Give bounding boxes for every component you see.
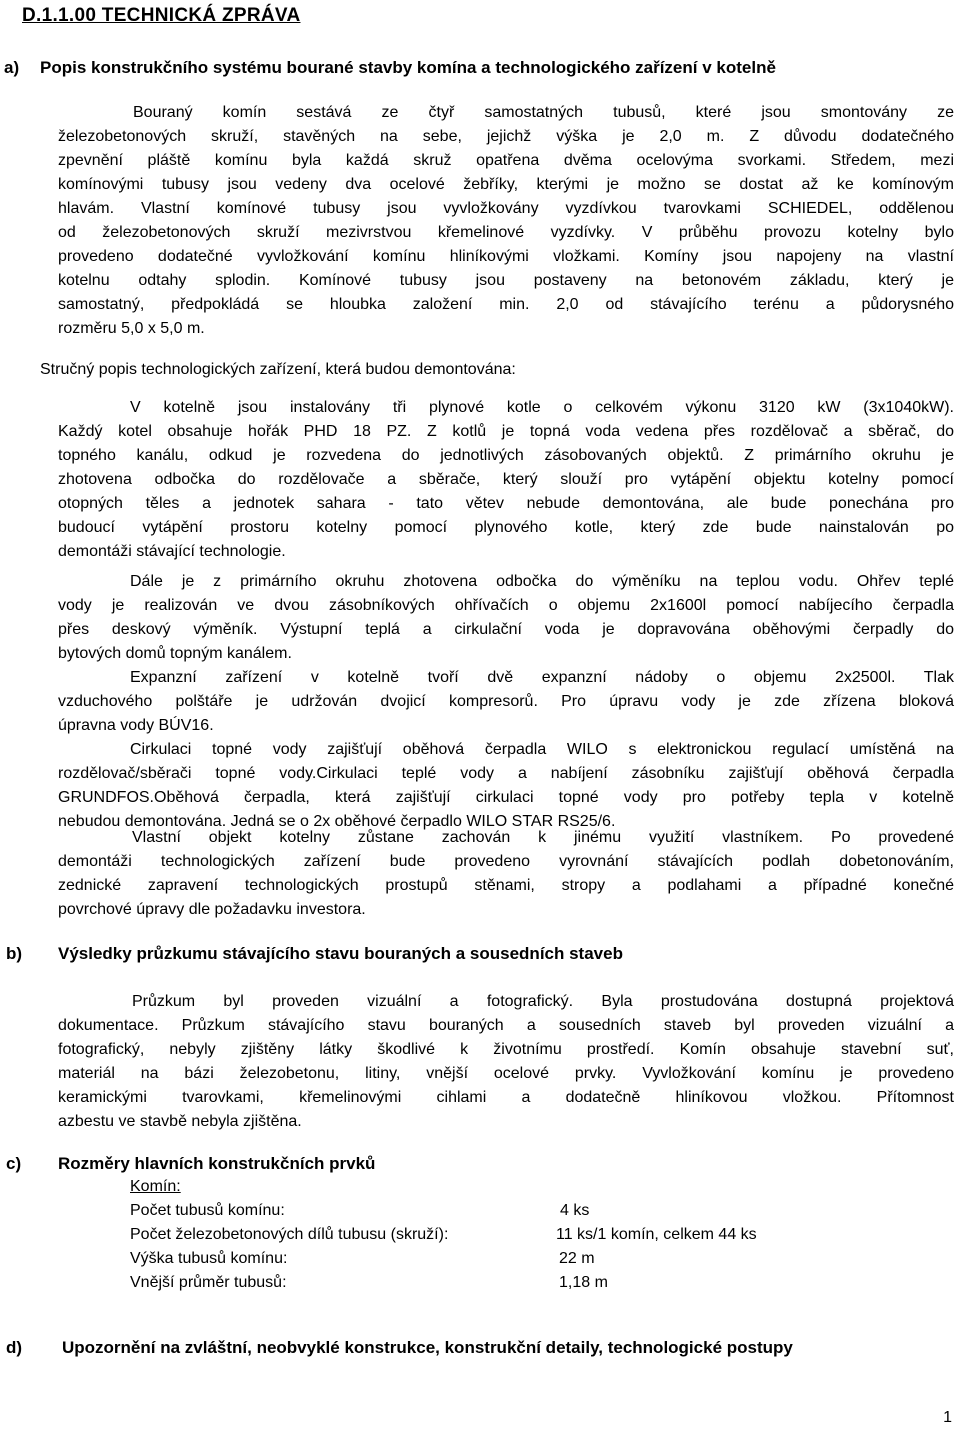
section-a-paragraph-2 xyxy=(58,396,954,564)
row-label: Výška tubusů komínu: xyxy=(130,1250,288,1267)
text-line: od železobetonových skruží mezivrstvou křemelinové vyzdívky. V průběhu provozu kotelny bylo xyxy=(58,224,954,241)
text-line: keramickými tvarovkami, křemelinovými cihlami a dodatečně hliníkovou vložkou. Přítomnost xyxy=(58,1089,954,1106)
row-value: 4 ks xyxy=(560,1202,590,1219)
chimney-subheading: Komín: xyxy=(130,1178,181,1195)
section-c-title: Rozměry hlavních konstrukčních prvků xyxy=(58,1154,376,1173)
text-line: Cirkulaci topné vody zajišťují oběhová čerpadla WILO s elektronickou regulací umístěná na xyxy=(130,741,954,758)
text-line: Expanzní zařízení v kotelně tvoří dvě expanzní nádoby o objemu 2x2500l. Tlak xyxy=(130,669,954,686)
text-line: kotelnu odtahy splodin. Komínové tubusy jsou postaveny na betonovém základu, který je xyxy=(58,272,954,289)
row-label: Vnější průměr tubusů: xyxy=(130,1274,287,1291)
text-line: vzduchového polštáře je udržován dvojicí kompresorů. Pro úpravu vody je zde zřízena bloková xyxy=(58,693,954,710)
text-line: materiál na bázi železobetonu, litiny, vnější ocelové prvky. Vyvložkování komínu je provedeno xyxy=(58,1065,954,1082)
section-d-title: Upozornění na zvláštní, neobvyklé konstrukce, konstrukční detaily, technologické postupy xyxy=(62,1338,793,1357)
text-line: Dále je z primárního okruhu zhotovena odbočka do výměníku na teplou vodu. Ohřev teplé xyxy=(130,573,954,590)
text-line: Průzkum byl proveden vizuální a fotografický. Byla prostudována dostupná projektová xyxy=(132,993,954,1010)
section-b-title: Výsledky průzkumu stávajícího stavu bouraných a sousedních staveb xyxy=(58,944,623,963)
section-c-letter: c) xyxy=(6,1154,22,1173)
row-value: 1,18 m xyxy=(559,1274,608,1291)
text-line: azbestu ve stavbě nebyla zjištěna. xyxy=(58,1113,302,1130)
section-a-heading xyxy=(4,56,944,80)
text-line: vody je realizován ve dvou zásobníkových ohřívačích o objemu 2x1600l pomocí nabíjecího čerpadla xyxy=(58,597,954,614)
text-line: Vlastní objekt kotelny zůstane zachován k jinému využití vlastníkem. Po provedené xyxy=(132,829,954,846)
text-line: zhotovena odbočka do rozdělovače a sběrače, který slouží pro vytápění objektu kotelny pomocí xyxy=(58,471,954,488)
section-d-heading xyxy=(6,1336,956,1360)
text-line: bytových domů topným kanálem. xyxy=(58,645,292,662)
row-value: 11 ks/1 komín, celkem 44 ks xyxy=(556,1226,757,1243)
text-line: rozdělovač/sběrači topné vody.Cirkulaci teplé vody a nabíjení zásobníku zajišťují oběhová čerpadla xyxy=(58,765,954,782)
technology-subheading: Stručný popis technologických zařízení, která budou demontována: xyxy=(40,361,516,378)
page-number: 1 xyxy=(943,1409,952,1426)
row-label: Počet tubusů komínu: xyxy=(130,1202,285,1219)
section-d-letter: d) xyxy=(6,1338,23,1357)
section-a-title: Popis konstrukčního systému bourané stavby komína a technologického zařízení v kotelně xyxy=(40,58,776,77)
section-a-paragraph-1 xyxy=(58,101,954,341)
text-line: zpevnění pláště komínu byla každá skruž opatřena dvěma ocelovýma svorkami. Středem, mezi xyxy=(58,152,954,169)
text-line: fotografický, nebyly zjištěny látky škodlivé k životnímu prostředí. Komín obsahuje stavební suť, xyxy=(58,1041,954,1058)
text-line: zednické zapravení technologických prostupů stěnami, stropy a podlahami a případné konečné xyxy=(58,877,954,894)
text-line: provedeno dodatečné vyvložkování komínu hliníkovými vložkami. Komíny jsou napojeny na vlastní xyxy=(58,248,954,265)
row-label: Počet železobetonových dílů tubusu (skruží): xyxy=(130,1226,449,1243)
text-line: komínovými tubusy jsou vedeny dva ocelové žebříky, kterými je možno se dostat až ke komínovým xyxy=(58,176,954,193)
text-line: úpravna vody BÚV16. xyxy=(58,717,214,734)
section-b-paragraph xyxy=(58,990,954,1134)
table-row xyxy=(130,1247,930,1271)
section-b-heading xyxy=(6,942,946,966)
text-line: GRUNDFOS.Oběhová čerpadla, která zajišťují cirkulaci topné vody pro potřeby tepla v kotelně xyxy=(58,789,954,806)
text-line: topného kanálu, odkud je rozvedena do jednotlivých zásobovaných objektů. Z primárního okruhu je xyxy=(58,447,954,464)
text-line: dokumentace. Průzkum stávajícího stavu bouraných a sousedních staveb byl proveden vizuální a xyxy=(58,1017,954,1034)
dimensions-table xyxy=(130,1199,930,1295)
table-row xyxy=(130,1199,930,1223)
text-line: povrchové úpravy dle požadavku investora. xyxy=(58,901,366,918)
row-value: 22 m xyxy=(559,1250,595,1267)
section-a-paragraph-4 xyxy=(58,826,954,922)
text-line: Bouraný komín sestává ze čtyř samostatných tubusů, které jsou smontovány ze xyxy=(133,104,954,121)
text-line: hlavám. Vlastní komínové tubusy jsou vyvložkovány vyzdívkou tvarovkami SCHIEDEL, oddělenou xyxy=(58,200,954,217)
text-line: budoucí vytápění prostoru kotelny pomocí plynového kotle, který zde bude nainstalován po xyxy=(58,519,954,536)
section-b-letter: b) xyxy=(6,944,23,963)
text-line: demontáži stávající technologie. xyxy=(58,543,286,560)
text-line: přes deskový výměník. Výstupní teplá a cirkulační voda je dopravována oběhovými čerpadly do xyxy=(58,621,954,638)
text-line: Každý kotel obsahuje hořák PHD 18 PZ. Z kotlů je topná voda vedena přes rozdělovač a sběrač, do xyxy=(58,423,954,440)
section-c-heading xyxy=(6,1152,946,1176)
section-a-paragraph-3 xyxy=(58,570,954,834)
table-row xyxy=(130,1271,930,1295)
text-line: rozměru 5,0 x 5,0 m. xyxy=(58,320,205,337)
text-line: V kotelně jsou instalovány tři plynové kotle o celkovém výkonu 3120 kW (3x1040kW). xyxy=(130,399,954,416)
table-row xyxy=(130,1223,930,1247)
text-line: nebudou demontována. Jedná se o 2x oběhové čerpadlo WILO STAR RS25/6. xyxy=(58,813,616,830)
text-line: otopných těles a jednotek sahara - tato větev nebude demontována, ale bude ponechána pro xyxy=(58,495,954,512)
text-line: demontáži technologických zařízení bude provedeno vyrovnání stávajících podlah dobetonováním, xyxy=(58,853,954,870)
section-a-letter: a) xyxy=(4,58,20,77)
text-line: železobetonových skruží, stavěných na sebe, jejichž výška je 2,0 m. Z důvodu dodatečného xyxy=(58,128,954,145)
document-title: D.1.1.00 TECHNICKÁ ZPRÁVA xyxy=(22,5,301,26)
text-line: samostatný, předpokládá se hloubka založení min. 2,0 od stávajícího terénu a půdorysného xyxy=(58,296,954,313)
